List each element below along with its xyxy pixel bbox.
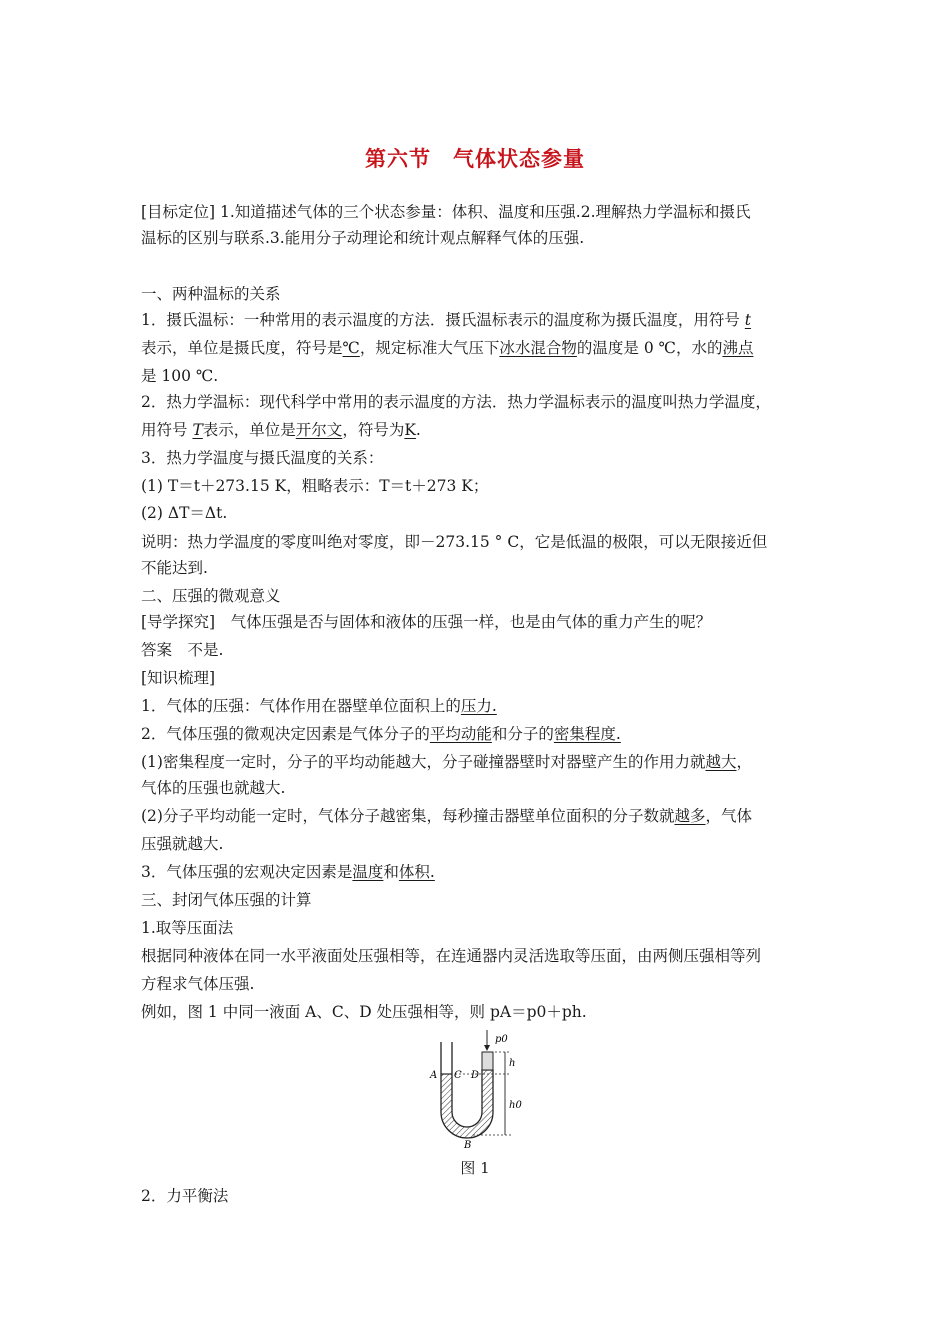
s1-paragraph-3: 是 100 ℃. [141, 367, 219, 385]
section-3-heading: 三、封闭气体压强的计算 [141, 891, 312, 909]
knowledge-2-1-line-2: 气体的压强也就越大. [141, 779, 286, 797]
label-h: h [509, 1058, 516, 1069]
knowledge-2: 2．气体压强的微观决定因素是气体分子的平均动能和分子的密集程度. [141, 725, 621, 743]
formula-2: (2) ΔT＝Δt. [141, 504, 228, 522]
s1-note-line-2: 不能达到. [141, 559, 208, 577]
knowledge-3: 3．气体压强的宏观决定因素是温度和体积. [141, 863, 435, 881]
s1-paragraph-6: 3．热力学温度与摄氏温度的关系： [141, 449, 384, 467]
knowledge-2-2-line-1: (2)分子平均动能一定时，气体分子越密集，每秒撞击器壁单位面积的分子数就越多，气体 [141, 807, 752, 825]
method-1-desc-line-1: 根据同种液体在同一水平液面处压强相等，在连通器内灵活选取等压面，由两侧压强相等列 [141, 947, 762, 965]
method-2-title: 2．力平衡法 [141, 1187, 229, 1205]
label-B: B [464, 1140, 472, 1150]
title-section-number: 第六节 [365, 147, 431, 171]
label-h0: h0 [509, 1100, 522, 1111]
label-D: D [471, 1070, 480, 1081]
s1-note-line-1: 说明：热力学温度的零度叫绝对零度，即－273.15 ° C，它是低温的极限，可以无限接近但 [141, 533, 768, 551]
example-text: 例如，图 1 中同一液面 A、C、D 处压强相等，则 pA＝p0＋ph. [141, 1003, 587, 1021]
section-2-heading: 二、压强的微观意义 [141, 587, 281, 605]
page-title [0, 143, 950, 173]
method-1-desc-line-2: 方程求气体压强. [141, 975, 255, 993]
method-1-title: 1.取等压面法 [141, 919, 234, 937]
knowledge-1: 1．气体的压强：气体作用在器壁单位面积上的压力. [141, 697, 497, 715]
label-A: A [430, 1070, 438, 1081]
label-C: C [454, 1070, 462, 1081]
knowledge-2-2-line-2: 压强就越大. [141, 835, 224, 853]
knowledge-2-1-line-1: (1)密集程度一定时，分子的平均动能越大，分子碰撞器壁时对器壁产生的作用力就越大， [141, 753, 752, 771]
s1-paragraph-2: 表示，单位是摄氏度，符号是℃，规定标准大气压下冰水混合物的温度是 0 ℃，水的沸点 [141, 339, 754, 357]
label-p0: p0 [495, 1034, 508, 1045]
title-topic: 气体状态参量 [453, 147, 585, 171]
s1-paragraph-1: 1．摄氏温标：一种常用的表示温度的方法．摄氏温标表示的温度称为摄氏温度，用符号 t [141, 311, 752, 329]
objective-line-1: [目标定位] 1.知道描述气体的三个状态参量：体积、温度和压强.2.理解热力学温标和摄氏 [141, 203, 751, 221]
guided-question: [导学探究] 气体压强是否与固体和液体的压强一样，也是由气体的重力产生的呢？ [141, 613, 712, 631]
liquid-column [441, 1070, 493, 1138]
s1-paragraph-5: 用符号 T表示，单位是开尔文，符号为K. [141, 421, 421, 439]
objective-line-2: 温标的区别与联系.3.能用分子动理论和统计观点解释气体的压强. [141, 229, 585, 247]
knowledge-heading: [知识梳理] [141, 669, 216, 687]
section-1-heading: 一、两种温标的关系 [141, 285, 281, 303]
answer: 答案 不是. [141, 641, 224, 659]
u-tube-figure [425, 1030, 535, 1150]
s1-paragraph-4: 2．热力学温标：现代科学中常用的表示温度的方法．热力学温标表示的温度叫热力学温度， [141, 393, 771, 411]
formula-1: (1) T＝t＋273.15 K，粗略表示：T＝t＋273 K； [141, 477, 489, 495]
figure-caption: 图 1 [460, 1159, 490, 1177]
